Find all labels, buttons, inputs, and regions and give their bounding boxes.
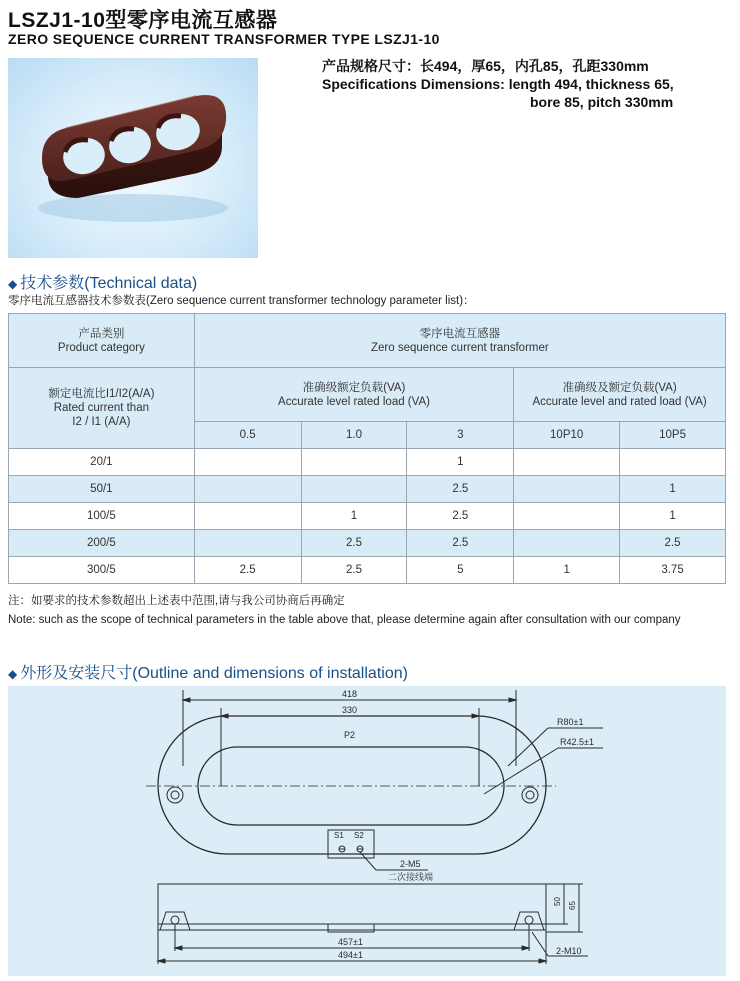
- ratio-cell: 200/5: [9, 530, 195, 557]
- value-cell: 2.5: [407, 503, 514, 530]
- value-cell: [194, 503, 301, 530]
- table-row: [9, 476, 726, 503]
- table-row: [9, 449, 726, 476]
- dim-418-label: 418: [342, 689, 358, 699]
- ratio-cell: 20/1: [9, 449, 195, 476]
- product-header: 零序电流互感器 Zero sequence current transformer: [194, 314, 725, 368]
- s1-label: S1: [334, 831, 344, 840]
- table-caption: 零序电流互感器技术参数表(Zero sequence current transformer technology parameter list)：: [8, 295, 475, 307]
- specs-cn: 产品规格尺寸：长494，厚65，内孔85，孔距330mm: [322, 58, 649, 74]
- column-header: 3: [407, 422, 514, 449]
- note-cn: 注：如要求的技术参数超出上述表中范围,请与我公司协商后再确定: [8, 595, 345, 607]
- specs-en-line2: bore 85, pitch 330mm: [530, 94, 674, 110]
- column-header: 10P10: [514, 422, 620, 449]
- table-row: [9, 557, 726, 584]
- value-cell: 1: [514, 557, 620, 584]
- value-cell: [194, 449, 301, 476]
- value-cell: 5: [407, 557, 514, 584]
- specifications: [322, 57, 674, 111]
- value-cell: [514, 449, 620, 476]
- table-row: [9, 503, 726, 530]
- value-cell: [514, 530, 620, 557]
- value-cell: [301, 476, 407, 503]
- accuracy-and-load-header: 准确级及额定负载(VA) Accurate level and rated load (VA): [514, 368, 726, 422]
- table-header-row-1: [9, 314, 726, 368]
- m5-label: 2-M5: [400, 859, 421, 869]
- p2-label: P2: [344, 730, 356, 740]
- secondary-terminal-label: 二次接线端: [388, 872, 434, 882]
- column-header: 0.5: [194, 422, 301, 449]
- parameter-table: [8, 313, 726, 584]
- value-cell: [301, 449, 407, 476]
- value-cell: [514, 503, 620, 530]
- outline-drawing: [8, 686, 726, 976]
- value-cell: [620, 449, 726, 476]
- value-cell: 2.5: [301, 557, 407, 584]
- dim-65-label: 65: [568, 901, 577, 910]
- value-cell: [514, 476, 620, 503]
- value-cell: 2.5: [407, 476, 514, 503]
- column-header: 1.0: [301, 422, 407, 449]
- m10-label: 2-M10: [556, 946, 582, 956]
- product-photo: [8, 58, 258, 258]
- value-cell: 2.5: [407, 530, 514, 557]
- r42-label: R42.5±1: [560, 737, 594, 747]
- ratio-cell: 50/1: [9, 476, 195, 503]
- accuracy-load-header: 准确级额定负载(VA) Accurate level rated load (VA): [194, 368, 513, 422]
- note-en: Note: such as the scope of technical parameters in the table above that, please determine again after consultation with our company: [8, 614, 681, 626]
- page-title: LSZJ1-10型零序电流互感器: [8, 9, 278, 32]
- value-cell: 1: [407, 449, 514, 476]
- ratio-cell: 300/5: [9, 557, 195, 584]
- value-cell: [194, 530, 301, 557]
- product-category-header: 产品类别 Product category: [9, 314, 195, 368]
- r80-label: R80±1: [557, 717, 584, 727]
- value-cell: 1: [620, 503, 726, 530]
- rated-current-header: 额定电流比I1/I2(A/A) Rated current than I2 / I1 (A/A): [9, 368, 195, 449]
- diamond-icon: ◆: [8, 277, 18, 291]
- column-header: 10P5: [620, 422, 726, 449]
- dim-50-label: 50: [553, 897, 562, 906]
- value-cell: 2.5: [620, 530, 726, 557]
- page-subtitle: ZERO SEQUENCE CURRENT TRANSFORMER TYPE LSZJ1-10: [8, 31, 440, 47]
- dim-494-label: 494±1: [338, 950, 363, 960]
- value-cell: 2.5: [194, 557, 301, 584]
- value-cell: [194, 476, 301, 503]
- specs-en-line1: Specifications Dimensions: length 494, thickness 65,: [322, 76, 674, 92]
- value-cell: 1: [620, 476, 726, 503]
- table-header-row-2: [9, 368, 726, 422]
- dimension-diagram: [8, 686, 726, 976]
- technical-data-heading: ◆ 技术参数(Technical data): [8, 275, 198, 292]
- dim-330-label: 330: [342, 705, 358, 715]
- dim-457-label: 457±1: [338, 937, 363, 947]
- value-cell: 3.75: [620, 557, 726, 584]
- table-row: [9, 530, 726, 557]
- diamond-icon: ◆: [8, 667, 18, 681]
- value-cell: 2.5: [301, 530, 407, 557]
- ratio-cell: 100/5: [9, 503, 195, 530]
- outline-heading: ◆ 外形及安装尺寸(Outline and dimensions of installation): [8, 665, 408, 682]
- value-cell: 1: [301, 503, 407, 530]
- s2-label: S2: [354, 831, 364, 840]
